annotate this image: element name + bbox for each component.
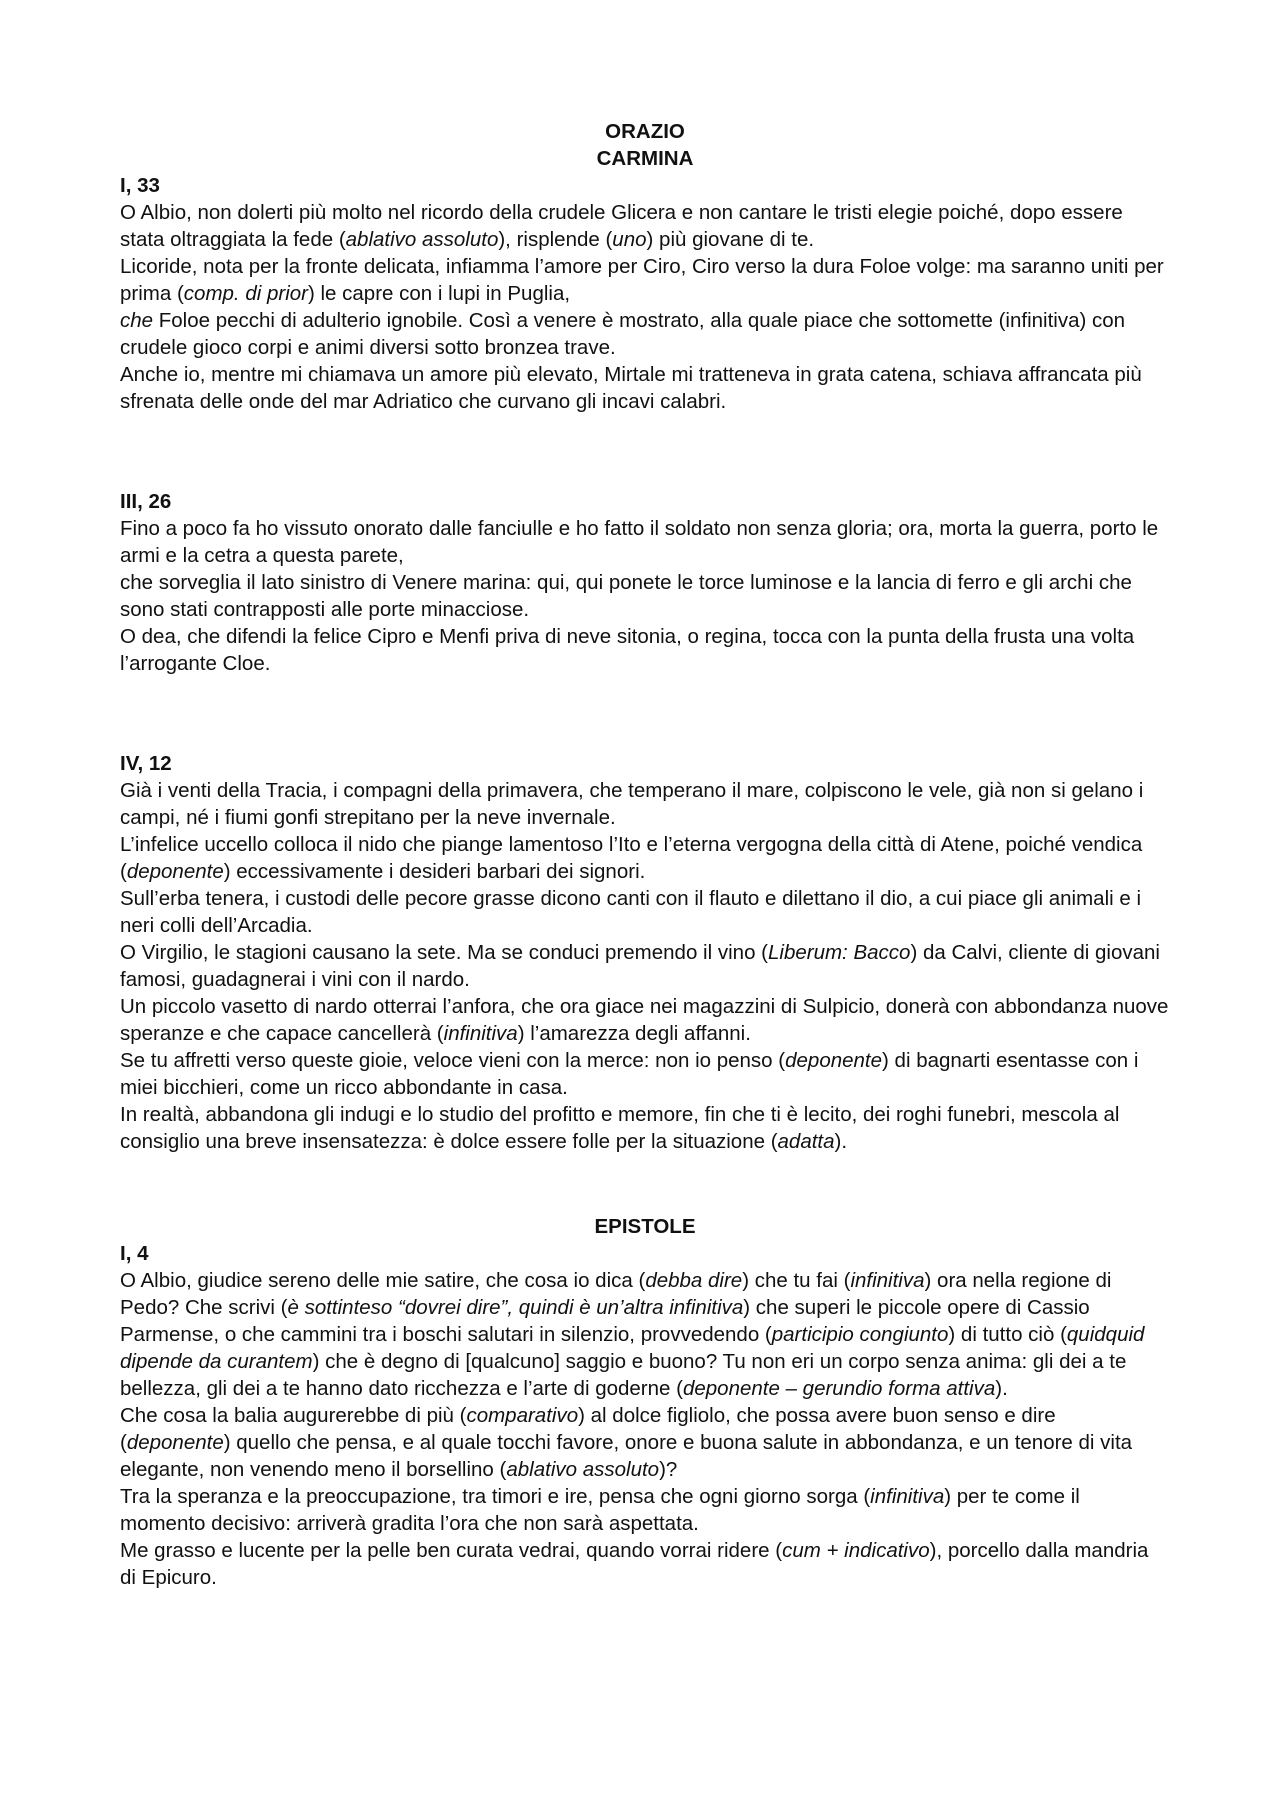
italic-note: uno bbox=[612, 228, 647, 251]
text-run: ) per te come il momento decisivo: arriverà gradita l’ora che non sarà aspettata. bbox=[120, 1485, 1080, 1535]
paragraph: Fino a poco fa ho vissuto onorato dalle fanciulle e ho fatto il soldato non senza gloria; ora, morta la guerra, porto le armi e la cetra a questa parete, bbox=[120, 517, 1159, 567]
italic-note: debba dire bbox=[645, 1269, 743, 1292]
italic-note: deponente bbox=[785, 1049, 883, 1072]
text-run: ). bbox=[834, 1130, 848, 1153]
paragraph bbox=[120, 831, 1170, 885]
text-run: ) che tu fai ( bbox=[742, 1269, 851, 1292]
text-run: ) quello che pensa, e al quale tocchi favore, onore e buona salute in abbondanza, e un tenore di vita elegante, non venendo meno il borsellino ( bbox=[120, 1431, 1133, 1481]
italic-note: ablativo assoluto bbox=[345, 228, 499, 251]
text-run: ), porcello dalla mandria di Epicuro. bbox=[120, 1539, 1149, 1589]
section-title-i-4: I, 4 bbox=[120, 1242, 149, 1265]
italic-note: deponente – gerundio forma attiva bbox=[682, 1377, 996, 1400]
italic-note: deponente bbox=[126, 1431, 224, 1454]
section-title-iii-26: III, 26 bbox=[120, 490, 172, 513]
paragraph: Sull’erba tenera, i custodi delle pecore grasse dicono canti con il flauto e dilettano il dio, a cui piace gli animali e i neri colli dell’Arcadia. bbox=[120, 887, 1142, 937]
paragraph bbox=[120, 1101, 1170, 1155]
italic-note: infinitiva bbox=[870, 1485, 945, 1508]
paragraph: Già i venti della Tracia, i compagni della primavera, che temperano il mare, colpiscono le vele, già non si gelano i campi, né i fiumi gonfi strepitano per la neve invernale. bbox=[120, 779, 1144, 829]
text-run: Anche io, mentre mi chiamava un amore più elevato, Mirtale mi tratteneva in grata catena, schiava affrancata più sfrenata delle onde del mar Adriatico che curvano gli incavi calabri. bbox=[120, 363, 1142, 413]
text-run: ). bbox=[995, 1377, 1008, 1400]
text-run: ) al dolce figliolo, che possa avere buon senso e dire ( bbox=[120, 1404, 1056, 1454]
paragraph bbox=[120, 1047, 1170, 1101]
text-run: Tra la speranza e la preoccupazione, tra timori e ire, pensa che ogni giorno sorga ( bbox=[120, 1485, 871, 1508]
paragraph bbox=[120, 939, 1170, 993]
paragraph bbox=[120, 361, 1170, 415]
text-run: ) di bagnarti esentasse con i miei bicchieri, come un ricco abbondante in casa. bbox=[120, 1049, 1139, 1099]
text-run: ) più giovane di te. bbox=[646, 228, 815, 251]
section-title-iv-12: IV, 12 bbox=[120, 752, 172, 775]
text-run: ), risplende ( bbox=[498, 228, 613, 251]
italic-note: infinitiva bbox=[850, 1269, 925, 1292]
paragraph bbox=[120, 307, 1170, 361]
italic-note: adatta bbox=[777, 1130, 835, 1153]
section-title-i-33: I, 33 bbox=[120, 174, 160, 197]
italic-note: Liberum: Bacco bbox=[768, 941, 911, 964]
text-run: Me grasso e lucente per la pelle ben curata vedrai, quando vorrai ridere ( bbox=[120, 1539, 783, 1562]
paragraph: che sorveglia il lato sinistro di Venere marina: qui, qui ponete le torce luminose e la lancia di ferro e gli archi che sono stati contrapposti alle porte minacciose. bbox=[120, 571, 1132, 621]
italic-note: participio congiunto bbox=[771, 1323, 949, 1346]
italic-note: comp. di prior bbox=[183, 282, 308, 305]
text-run: In realtà, abbandona gli indugi e lo studio del profitto e memore, fin che ti è lecito, dei roghi funebri, mescola al consiglio una breve insensatezza: è dolce essere folle per la situazione ( bbox=[120, 1103, 1120, 1153]
italic-note: comparativo bbox=[466, 1404, 579, 1427]
spacer bbox=[120, 1155, 1170, 1213]
italic-note: ablativo assoluto bbox=[506, 1458, 660, 1481]
italic-note: che bbox=[120, 309, 154, 332]
paragraph: O dea, che difendi la felice Cipro e Menfi priva di neve sitonia, o regina, tocca con la punta della frusta una volta l’arrogante Cloe. bbox=[120, 625, 1135, 675]
author-heading: ORAZIO bbox=[605, 120, 685, 143]
paragraph bbox=[120, 1402, 1170, 1483]
text-run: ) che superi le piccole opere di Cassio Parmense, o che cammini tra i boschi salutari in silenzio, provvedendo ( bbox=[120, 1296, 1090, 1346]
text-run: ) che è degno di [qualcuno] saggio e buono? Tu non eri un corpo senza anima: gli dei a te bellezza, gli dei a te hanno dato ricchezza e l’arte di goderne ( bbox=[120, 1350, 1127, 1400]
text-run: ) di tutto ciò ( bbox=[948, 1323, 1067, 1346]
text-run: O Albio, giudice sereno delle mie satire, che cosa io dica ( bbox=[120, 1269, 646, 1292]
italic-note: infinitiva bbox=[443, 1022, 518, 1045]
work-heading-epistole: EPISTOLE bbox=[594, 1215, 696, 1238]
italic-note: deponente bbox=[126, 860, 224, 883]
text-run: O Virgilio, le stagioni causano la sete. Ma se conduci premendo il vino ( bbox=[120, 941, 768, 964]
paragraph bbox=[120, 1483, 1170, 1537]
text-run: Licoride, nota per la fronte delicata, infiamma l’amore per Ciro, Ciro verso la dura Foloe volge: ma saranno uniti per prima ( bbox=[120, 255, 1164, 305]
text-run: L’infelice uccello colloca il nido che piange lamentoso l’Ito e l’eterna vergogna della città di Atene, poiché vendica ( bbox=[120, 833, 1143, 883]
paragraph bbox=[120, 993, 1170, 1047]
document-page bbox=[120, 118, 1170, 1591]
paragraph bbox=[120, 199, 1170, 253]
text-run: ) ora nella regione di Pedo? Che scrivi ( bbox=[120, 1269, 1112, 1319]
text-run: ) le capre con i lupi in Puglia, bbox=[307, 282, 571, 305]
paragraph bbox=[120, 253, 1170, 307]
work-heading-carmina: CARMINA bbox=[596, 147, 694, 170]
spacer bbox=[120, 677, 1170, 750]
italic-note: è sottinteso “dovrei dire”, quindi è un’altra infinitiva bbox=[287, 1296, 744, 1319]
paragraph bbox=[120, 1537, 1170, 1591]
text-run: O Albio, non dolerti più molto nel ricordo della crudele Glicera e non cantare le tristi elegie poiché, dopo essere stata oltraggiata la fede ( bbox=[120, 201, 1123, 251]
text-run: ) l’amarezza degli affanni. bbox=[517, 1022, 751, 1045]
italic-note: cum + indicativo bbox=[782, 1539, 930, 1562]
paragraph bbox=[120, 1267, 1170, 1402]
text-run: ) da Calvi, cliente di giovani famosi, guadagnerai i vini con il nardo. bbox=[120, 941, 1160, 991]
text-run: )? bbox=[659, 1458, 678, 1481]
text-run: Foloe pecchi di adulterio ignobile. Così a venere è mostrato, alla quale piace che sottomette (infinitiva) con crudele gioco corpi e animi diversi sotto bronzea trave. bbox=[120, 309, 1126, 359]
italic-note: quidquid dipende da curantem bbox=[120, 1323, 1145, 1373]
spacer bbox=[120, 415, 1170, 488]
text-run: ) eccessivamente i desideri barbari dei signori. bbox=[223, 860, 646, 883]
text-run: Se tu affretti verso queste gioie, veloce vieni con la merce: non io penso ( bbox=[120, 1049, 786, 1072]
text-run: Un piccolo vasetto di nardo otterrai l’anfora, che ora giace nei magazzini di Sulpicio, donerà con abbondanza nuove speranze e che capace cancellerà ( bbox=[120, 995, 1169, 1045]
text-run: Che cosa la balia augurerebbe di più ( bbox=[120, 1404, 467, 1427]
